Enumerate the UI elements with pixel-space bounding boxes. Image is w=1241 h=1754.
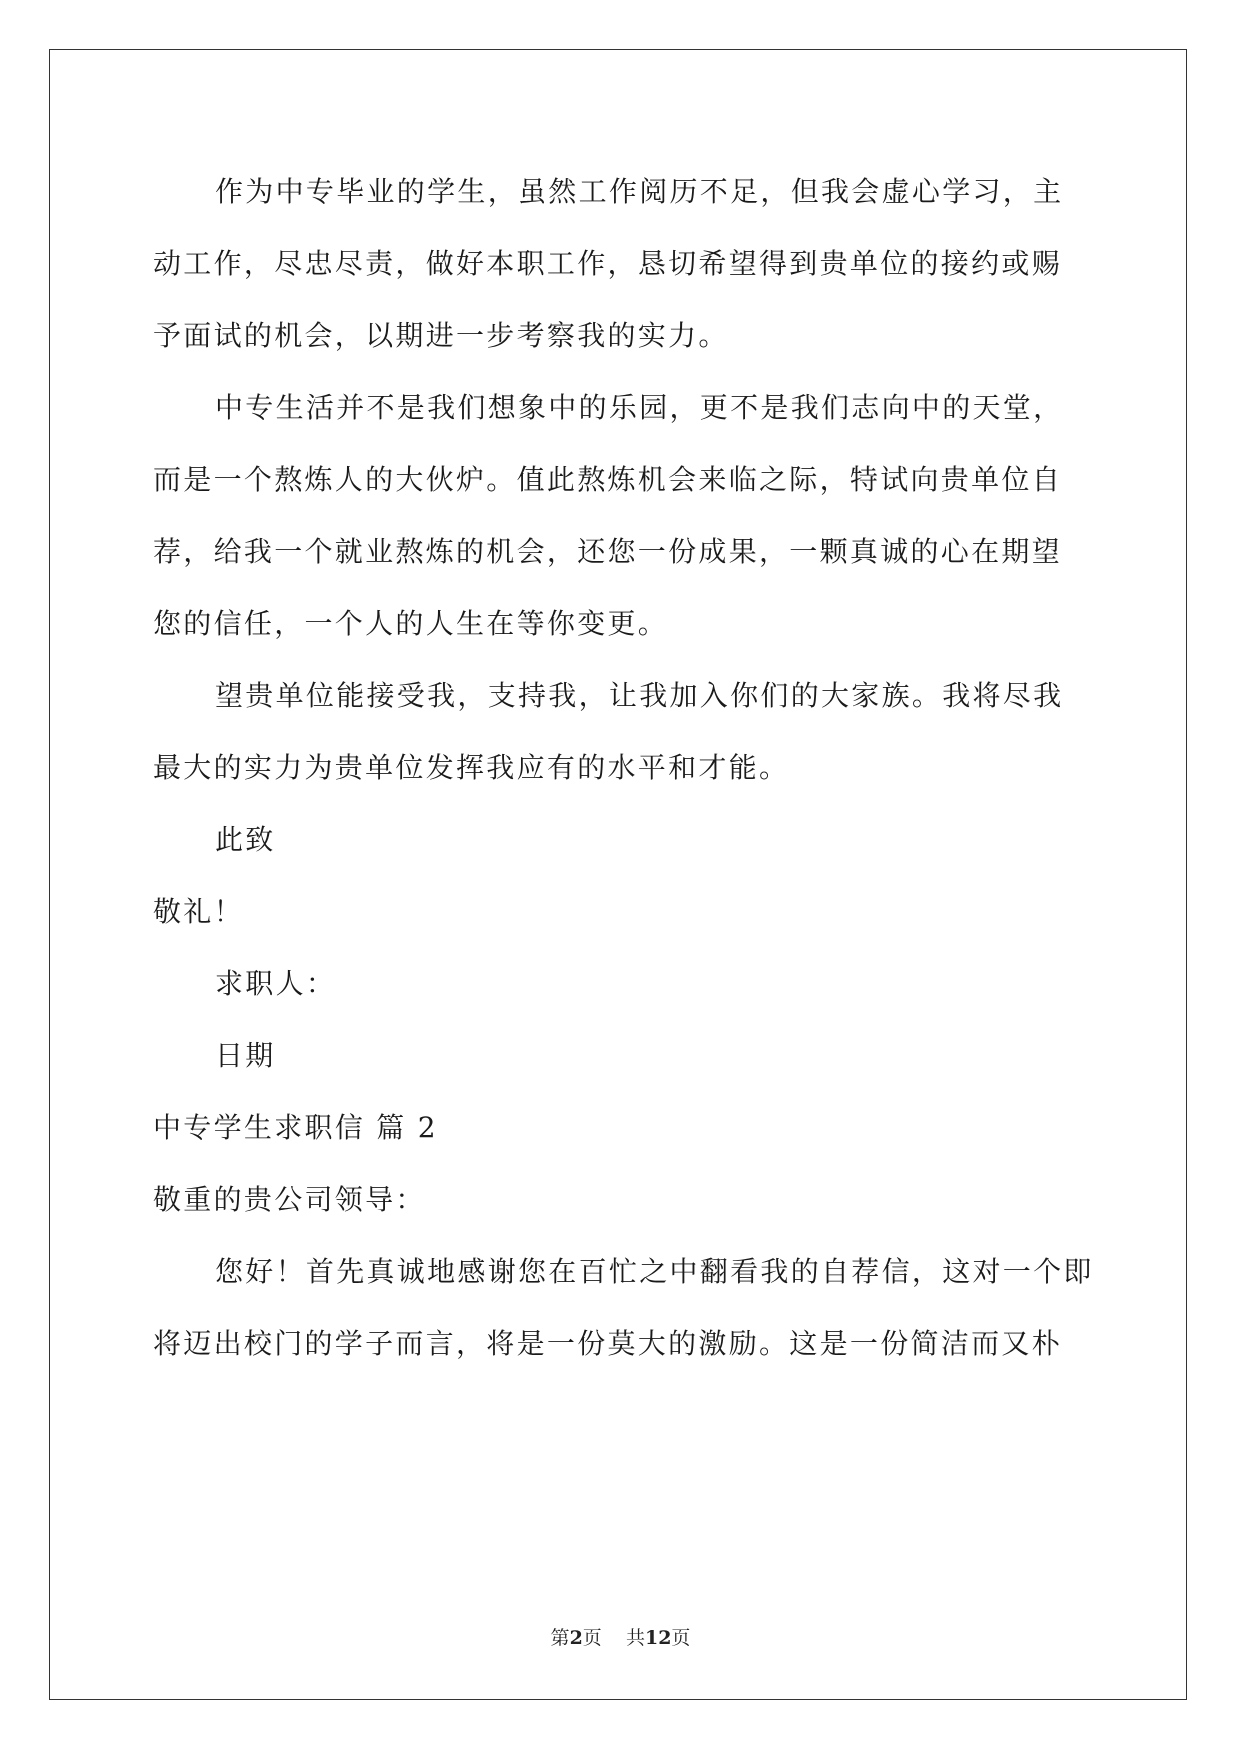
paragraph-line: 将迈出校门的学子而言，将是一份莫大的激励。这是一份简洁而又朴 — [153, 1327, 1063, 1360]
section-title: 中专学生求职信 篇 2 — [153, 1111, 438, 1144]
paragraph-line: 作为中专毕业的学生，虽然工作阅历不足，但我会虚心学习，主 — [215, 175, 1064, 208]
page-current: 2 — [569, 1627, 583, 1649]
salute-line: 敬礼！ — [153, 895, 244, 928]
page-suffix: 页 — [671, 1627, 691, 1649]
page-prefix: 第 — [550, 1627, 570, 1649]
greeting-line: 敬重的贵公司领导： — [153, 1183, 426, 1216]
paragraph-line: 望贵单位能接受我，支持我，让我加入你们的大家族。我将尽我 — [215, 679, 1064, 712]
page-border — [49, 49, 1187, 1700]
paragraph-line: 予面试的机会，以期进一步考察我的实力。 — [153, 319, 729, 352]
paragraph-line: 动工作，尽忠尽责，做好本职工作，恳切希望得到贵单位的接约或赐 — [153, 247, 1063, 280]
paragraph-line: 您好！首先真诚地感谢您在百忙之中翻看我的自荐信，这对一个即 — [215, 1255, 1094, 1288]
paragraph-line: 中专生活并不是我们想象中的乐园，更不是我们志向中的天堂， — [215, 391, 1064, 424]
page-mid: 页 共 — [582, 1627, 645, 1649]
date-label: 日期 — [215, 1039, 276, 1072]
page-footer — [0, 1626, 1241, 1650]
closing-line: 此致 — [215, 823, 276, 856]
applicant-label: 求职人： — [215, 967, 337, 1000]
page-total: 12 — [644, 1627, 672, 1649]
paragraph-line: 最大的实力为贵单位发挥我应有的水平和才能。 — [153, 751, 790, 784]
paragraph-line: 荐，给我一个就业熬炼的机会，还您一份成果，一颗真诚的心在期望 — [153, 535, 1063, 568]
paragraph-line: 而是一个熬炼人的大伙炉。值此熬炼机会来临之际，特试向贵单位自 — [153, 463, 1063, 496]
paragraph-line: 您的信任，一个人的人生在等你变更。 — [153, 607, 669, 640]
